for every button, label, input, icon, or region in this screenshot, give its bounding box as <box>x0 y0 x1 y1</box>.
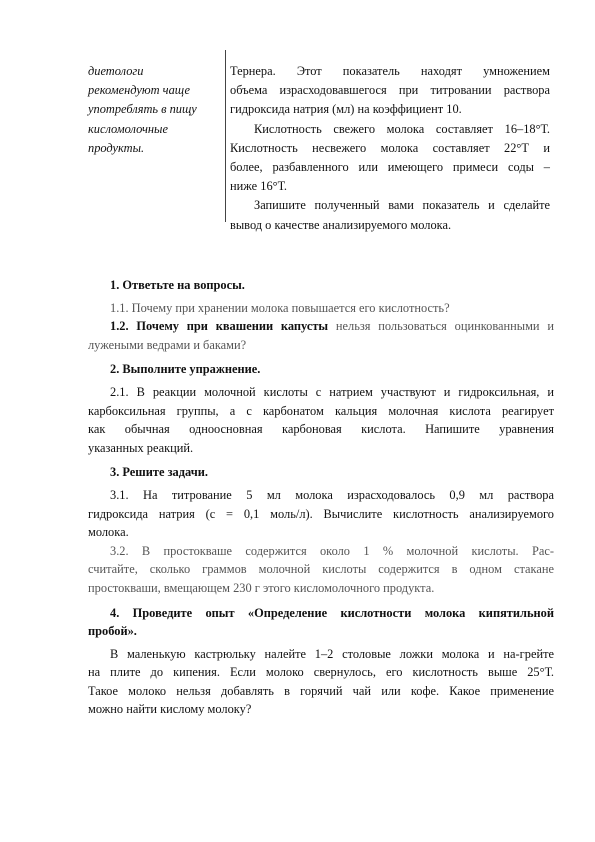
main-content <box>88 276 554 725</box>
text-line: Такое молоко нельзя добавлять в горячий чай или кофе. Какое применение <box>88 683 554 698</box>
text-line: объема израсходовавшегося при титровании раствора <box>230 83 550 98</box>
text-line: Кислотность свежего молока составляет 16–18°Т. <box>254 121 550 136</box>
side-note-line: рекомендуют чаще <box>88 83 190 98</box>
text-line: 3.1. На титрование 5 мл молока израсходовалось 0,9 мл раствора <box>110 487 554 502</box>
task-3-1 <box>88 486 554 542</box>
section-heading: 3. Решите задачи. <box>110 465 208 480</box>
text-line: указанных реакций. <box>88 440 194 455</box>
side-note-line: диетологи <box>88 64 144 78</box>
text-line: лужеными ведрами и баками? <box>88 337 247 352</box>
heading-line: пробой». <box>88 624 137 639</box>
paragraph-ternera <box>230 62 550 120</box>
task-3-2 <box>88 542 554 598</box>
section-experiment <box>88 604 554 720</box>
text-line: карбоксильная группы, а с карбонатом кальция молочная кислота реагирует <box>88 403 554 418</box>
text-line: Кислотность несвежего молока составляет 22°Т и <box>230 140 550 155</box>
text-line: простокваши, вмещающем 230 г этого кисломолочного продукта. <box>88 580 435 595</box>
section-exercise <box>88 360 554 457</box>
text-line: 1.1. Почему при хранении молока повышается его кислотность? <box>110 300 450 315</box>
text-line: как обычная одноосновная карбоновая кислота. Напишите уравнения <box>88 422 554 437</box>
section-heading <box>88 604 554 641</box>
paragraph-acidity <box>230 120 550 197</box>
paragraph-record <box>230 196 550 234</box>
section-heading: 1. Ответьте на вопросы. <box>110 278 245 292</box>
side-note <box>88 62 218 158</box>
text-line: на плите до кипения. Если молоко свернулось, его кислотность выше 25°Т. <box>88 665 554 680</box>
side-note-line: кисломолочные <box>88 121 168 136</box>
experiment-body <box>88 645 554 719</box>
text-line: В маленькую кастрюльку налейте 1–2 столовые ложки молока и на-грейте <box>110 646 554 661</box>
exercise-2-1 <box>88 383 554 457</box>
text-line: можно найти кислому молоку? <box>88 702 252 717</box>
text-line <box>88 317 554 336</box>
text-line: более, разбавленного или имеющего примеси соды – <box>230 160 550 175</box>
right-column <box>230 62 550 235</box>
text-line: молока. <box>88 525 129 540</box>
text-line: ниже 16°Т. <box>230 179 288 194</box>
question-1-1 <box>88 299 554 318</box>
text-line: гидроксида натрия (с = 0,1 моль/л). Вычислите кислотность анализируемого <box>88 506 554 521</box>
text-line: считайте, сколько граммов молочной кислоты содержится в одном стакане <box>88 562 554 577</box>
text-line: вывод о качестве анализируемого молока. <box>230 217 452 232</box>
section-tasks <box>88 463 554 597</box>
section-heading: 2. Выполните упражнение. <box>110 362 261 377</box>
text-line: 2.1. В реакции молочной кислоты с натрием участвуют и гидроксильная, и <box>110 384 554 399</box>
heading-line: 4. Проведите опыт «Определение кислотности молока кипятильной <box>110 605 554 620</box>
section-questions <box>88 276 554 354</box>
question-1-2 <box>88 317 554 354</box>
question-rest: нельзя пользоваться оцинкованными и <box>328 319 554 334</box>
side-note-line: употреблять в пищу <box>88 102 197 117</box>
question-bold: 1.2. Почему при квашении капусты <box>110 319 329 334</box>
text-line: Тернера. Этот показатель находят умножением <box>230 64 550 78</box>
side-note-line: продукты. <box>88 140 145 155</box>
text-line: гидроксида натрия (мл) на коэффициент 10. <box>230 102 462 117</box>
column-divider <box>225 50 226 222</box>
text-line: Запишите полученный вами показатель и сделайте <box>254 198 550 213</box>
text-line: 3.2. В простокваше содержится около 1 % молочной кислоты. Рас- <box>110 543 554 558</box>
